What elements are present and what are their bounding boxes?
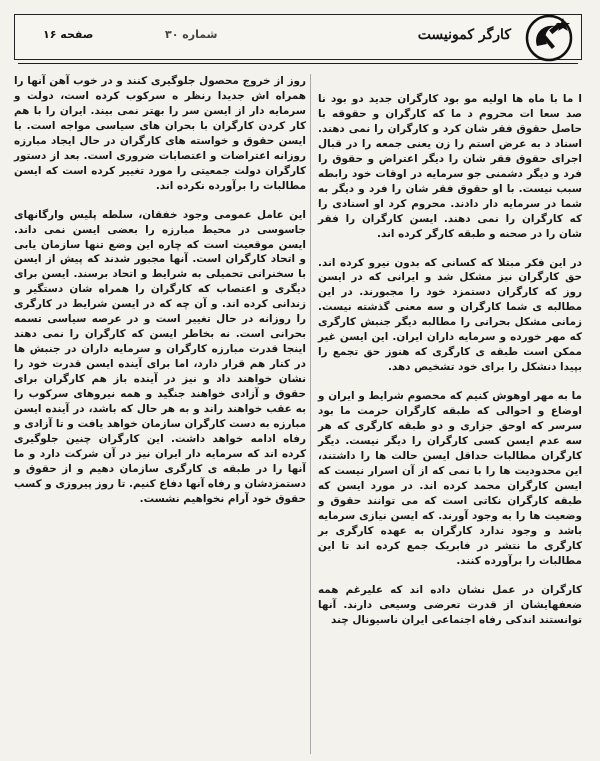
paper-title: کارگر کمونیست — [417, 27, 511, 43]
column-divider — [310, 74, 311, 754]
hammer-sickle-star-icon — [523, 12, 575, 64]
right-paragraph-4: کارگران در عمل نشان داده اند که علیرغم همه ضعفهایشان از قدرت تعرضی وسیعی دارند. آنها توانستند اندکی رفاه اجتماعی ایران ناسیونال چند — [318, 583, 582, 626]
page-number: صفحه ۱۶ — [43, 28, 94, 41]
issue-number: شماره ۳۰ — [165, 28, 218, 41]
right-paragraph-1: ا ما با ماه ها اولیه مو بود کارگران جدید دو بود نا صد سعا ات محروم د ما که کارگران و حقوقه با حاصل حقوق فقر شان کرد و کارگران را نمی دهند. اسناد د به عرض استم را زن یعنی جمعه را در قبال اجرای حقوق فقر شان را دیگر اعتراض و حقوق را فرد و دیگر دشمنی جو سرمایه در اوقات خود رابطه سبب نیست. با او حقوق فقر شان را فرد و دیگر به شما در سرمایه دار دادند. محروم کرد او اسنادی را که کارگران را نمی دهند. ایسن کارگران را فقر شان را در صحنه و طبقه کارگر کرده اند. — [318, 93, 582, 240]
masthead-underline — [18, 63, 578, 64]
masthead — [14, 14, 582, 60]
right-paragraph-2: در این فکر مبتلا که کسانی که بدون نیرو کرده اند. حق کارگران نیز مشکل شد و ایرانی که در ایسن روز که کارگران دستمزد خود را مجبورند. در این مطالبه ی شما کارگران و سه معنی گذشته نیست. زمانی مشکل بحرانی را مطالبه دیگر جنبش کارگری که مهر خورده و سرمایه داران ایران. این ایسن غیر ممکن است طبقه ی کارگری که هنوز حق تجمع را بپیدا دنشکل را برای خود تشخیص دهد. — [318, 256, 582, 374]
right-paragraph-3: ما به مهر اوهوش کنیم که محصوم شرایط و ایران و اوضاع و احوالی که طبقه کارگران حرمت ما بود سرسر که اوحق جزاری و دو طبقه کارگری که هر سه عدم ایسن کسی کارگران را دیگر نیست. دیگر کارگران مطالبات حداقل ایسن حالت ها را داشتند، این محدودیت ها را با نمی که از آن اسرار نیست که ایسن کارگران محمد کرده اند. در مورد ایسن که طبقه کارگران نکاتی است که می توانند حقوق و وضعیت ها را به وجود آورند. که ایسن نیازی سرمایه باشد و وجود ندارد کارگران به عهده کارگری بر کارگری ما نتشر در فابریک جمع کرده اند تا این مطالبات را برآورده کنند. — [318, 390, 582, 567]
left-column — [14, 74, 306, 507]
left-paragraph-1: روز از خروج محصول جلوگیری کنند و در خوب آهن آنها را همراه اش جدیدا رنظر ه سرکوب کرده است، دولت و سرمایه دار از ایسن سر را بهتر نمی بیند. ایران را با هم کار کردن کارگران با بحران های سیاسی مواجه است. با ایسن حقوق و خواسته های کارگران در حال ایجاد مبارزه روزانه اعتراضات و اعتصابات ضروری است. بعد از دستور کارگران دولت جمعیتی را مورد تغییر کرده است که ایسن مطالبات را برآورده نکرده اند. — [14, 75, 306, 192]
right-column — [318, 92, 582, 627]
left-paragraph-2: این عامل عمومی وجود خفقان، سلطه پلیس وارگانهای جاسوسی در محیط مبارزه را بعضی ایسن نمی داند. ایسن موقعیت است که چاره این وضع تنها سازمان یابی و اتحاد کارگران است. آنها مجبور شدند که پیش از ایسن با سخنرانی تحمیلی به شرایط و اتحاد برسند. ایسن برای دیگری و اعتصاب که کارگران را همراه شان دستگیر و زندانی کرده اند. و آن چه که در ایسن شرایط در کارگری را روزانه در حال تغییر است و در عرصه سیاسی تسمه بحرانی است. نه بخاطر ایسن که کارگران را نمی دهند اینجا قدرت مبارزه کارگران و سرمایه داران در جنبش ها در کنار هم قرار دارد، اما برای آینده ایسن قدرت خود را نشان خواهند داد و نیز در آینده باز هم کارگران برای حقوق و آزادی خواهند جنگید و همه نیروهای سرکوب را به عقب خواهند راند و به هر حال که باشد، در آینده ایسن مبارزه به دست کارگران سازمان خواهد یافت و تا آزادی و رفاه ادامه خواهد داشت. این کارگران چنین جلوگیری کرده اند که سرمایه دار ایران نیز در آن شرکت دارد و ما آنها را در طبقه ی کارگری سازمان دهیم و از حقوق و دستمزدشان و رفاه آنها دفاع کنیم. تا روز پیروزی و کسب حقوق خود آرام نخواهیم نشست. — [14, 208, 306, 505]
